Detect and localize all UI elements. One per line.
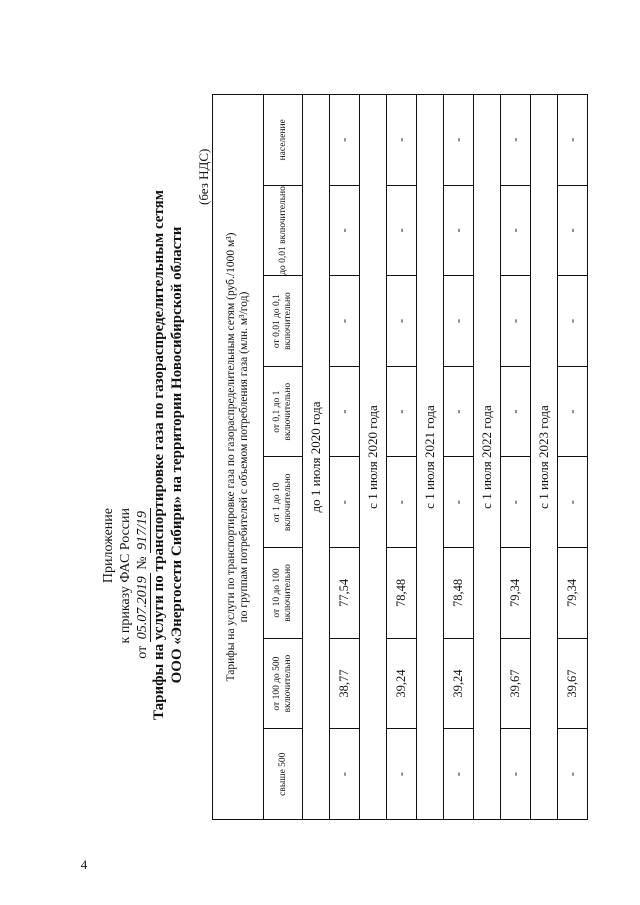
table-row bbox=[387, 95, 417, 820]
section-row bbox=[474, 95, 501, 820]
table-cell: - bbox=[444, 366, 474, 457]
table-cell: - bbox=[558, 95, 588, 186]
table-cell: - bbox=[501, 366, 531, 457]
appendix-from-label: от bbox=[135, 645, 150, 659]
table-cell: 39,67 bbox=[558, 638, 588, 729]
appendix-block bbox=[100, 508, 151, 659]
table-cell: 79,34 bbox=[501, 548, 531, 639]
table-cell: 39,67 bbox=[501, 638, 531, 729]
title-line-2: ООО «Энергосети Сибири» на территории Новосибирской области bbox=[169, 226, 185, 684]
section-row bbox=[531, 95, 558, 820]
appendix-date-number bbox=[134, 508, 151, 659]
table-cell: - bbox=[387, 729, 417, 820]
table-cell: 78,48 bbox=[444, 548, 474, 639]
table-cell: 77,54 bbox=[330, 548, 360, 639]
column-header: свыше 500 bbox=[264, 729, 303, 820]
column-header: до 0,01 включительно bbox=[264, 185, 303, 276]
tariff-table bbox=[212, 94, 588, 820]
table-cell: - bbox=[444, 457, 474, 548]
table-row bbox=[444, 95, 474, 820]
document-title bbox=[150, 175, 186, 735]
table-cell: - bbox=[387, 95, 417, 186]
table-cell: 39,24 bbox=[444, 638, 474, 729]
appendix-date: 05.07.2019 bbox=[135, 573, 151, 642]
table-cell: - bbox=[330, 276, 360, 367]
table-cell: 78,48 bbox=[387, 548, 417, 639]
page-number: 4 bbox=[80, 857, 88, 872]
table-cell: - bbox=[558, 457, 588, 548]
table-cell: - bbox=[558, 729, 588, 820]
table-cell: - bbox=[558, 185, 588, 276]
section-title: с 1 июля 2020 года bbox=[360, 95, 387, 820]
section-row bbox=[303, 95, 330, 820]
section-title: с 1 июля 2023 года bbox=[531, 95, 558, 820]
table-cell: - bbox=[387, 366, 417, 457]
section-row bbox=[360, 95, 387, 820]
table-caption bbox=[213, 95, 264, 820]
table-cell: - bbox=[444, 95, 474, 186]
appendix-title: Приложение bbox=[101, 508, 116, 584]
column-header: от 0,01 до 0,1 включительно bbox=[264, 276, 303, 367]
table-cell: - bbox=[330, 366, 360, 457]
table-cell: - bbox=[444, 276, 474, 367]
vat-note: (без НДС) bbox=[196, 148, 211, 205]
table-cell: - bbox=[444, 729, 474, 820]
table-cell: - bbox=[330, 729, 360, 820]
table-cell: 38,77 bbox=[330, 638, 360, 729]
table-cell: - bbox=[330, 185, 360, 276]
table-cell: 39,24 bbox=[387, 638, 417, 729]
caption-row bbox=[213, 95, 264, 820]
caption-line-1: Тарифы на услуги по транспортировке газа по газораспределительным сетям (руб./1000 м³) bbox=[225, 232, 237, 682]
appendix-number-label: № bbox=[135, 556, 150, 570]
table-row bbox=[330, 95, 360, 820]
section-title: с 1 июля 2021 года bbox=[417, 95, 444, 820]
header-row bbox=[264, 95, 303, 820]
table-cell: - bbox=[501, 276, 531, 367]
appendix-order-ref: к приказу ФАС России bbox=[118, 508, 133, 644]
section-row bbox=[417, 95, 444, 820]
table-cell: - bbox=[330, 457, 360, 548]
table-cell: - bbox=[387, 276, 417, 367]
column-header: население bbox=[264, 95, 303, 186]
table-cell: - bbox=[330, 95, 360, 186]
title-line-1: Тарифы на услуги по транспортировке газа по газораспределительным сетям bbox=[151, 190, 167, 720]
column-header: от 10 до 100 включительно bbox=[264, 548, 303, 639]
table-row bbox=[501, 95, 531, 820]
table-cell: - bbox=[501, 95, 531, 186]
caption-line-2: по группам потребителей с объемом потребления газа (млн. м³/год) bbox=[238, 291, 250, 623]
table-cell: - bbox=[501, 729, 531, 820]
section-title: с 1 июля 2022 года bbox=[474, 95, 501, 820]
section-title: до 1 июля 2020 года bbox=[303, 95, 330, 820]
appendix-number: 917/19 bbox=[135, 508, 151, 553]
table-cell: - bbox=[558, 276, 588, 367]
column-header: от 100 до 500 включительно bbox=[264, 638, 303, 729]
table-cell: 79,34 bbox=[558, 548, 588, 639]
table-cell: - bbox=[501, 185, 531, 276]
column-header: от 0,1 до 1 включительно bbox=[264, 366, 303, 457]
table-cell: - bbox=[558, 366, 588, 457]
table-cell: - bbox=[444, 185, 474, 276]
table-cell: - bbox=[387, 185, 417, 276]
table-cell: - bbox=[387, 457, 417, 548]
table-cell: - bbox=[501, 457, 531, 548]
table-row bbox=[558, 95, 588, 820]
column-header: от 1 до 10 включительно bbox=[264, 457, 303, 548]
